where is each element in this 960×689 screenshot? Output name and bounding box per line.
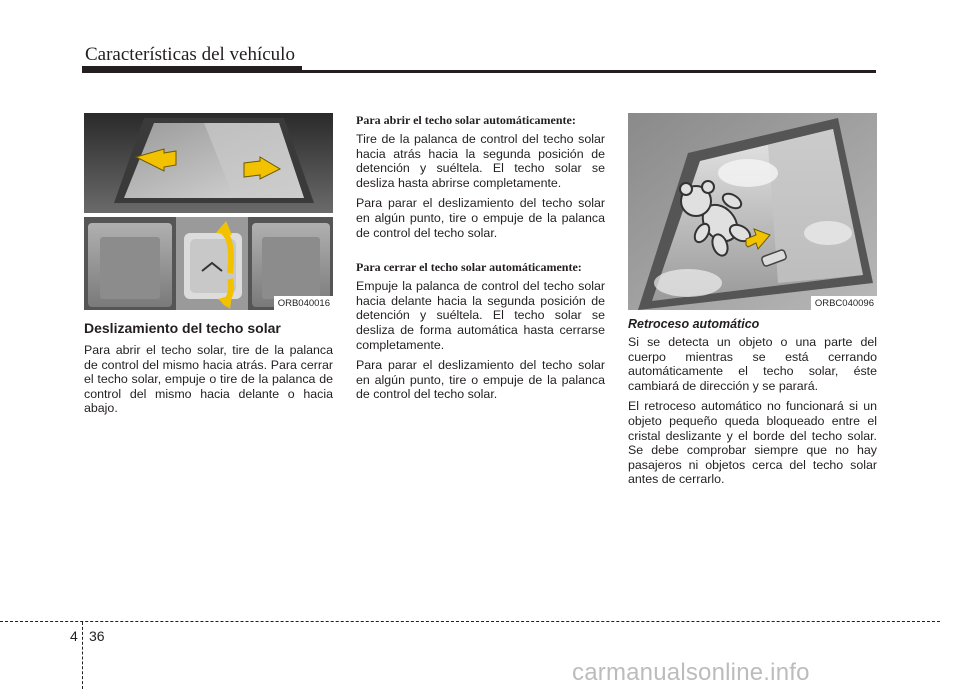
- watermark-text: carmanualsonline.info: [572, 659, 810, 686]
- paragraph: Empuje la palanca de control del techo solar hacia delante hacia la segunda posición de detención y suéltela. El techo solar se desliza de forma automática hasta cerrarse completamente.: [356, 279, 605, 352]
- column-right: [628, 113, 877, 493]
- paragraph: Para abrir el techo solar, tire de la palanca de control del mismo hacia atrás. Para cerrar el techo solar, empuje o tire de la palanca de control del mismo hacia delante o hacia abajo.: [84, 343, 333, 416]
- paragraph: Para parar el deslizamiento del techo solar en algún punto, tire o empuje de la palanca de control del techo solar.: [356, 358, 605, 402]
- paragraph: Tire de la palanca de control del techo solar hacia atrás hacia la segunda posición de detención y suéltela. El techo solar se desliza hasta abrirse completamente.: [356, 132, 605, 190]
- figure-code: ORBC040096: [811, 296, 877, 310]
- subheading-open-auto: Para abrir el techo solar automáticamente:: [356, 113, 576, 127]
- chapter-number: 4: [70, 628, 78, 644]
- auto-reverse-illustration: [628, 113, 877, 310]
- sunroof-illustration: [84, 113, 333, 310]
- footer-vertical-divider: [82, 622, 83, 689]
- paragraph: Si se detecta un objeto o una parte del cuerpo mientras se está cerrando automáticamente el techo solar, éste cambiará de dirección y se parará.: [628, 335, 877, 393]
- footer-divider: [0, 621, 940, 622]
- page-number: 36: [89, 628, 105, 644]
- sunroof-control-figure: [84, 113, 333, 310]
- paragraph: El retroceso automático no funcionará si un objeto pequeño queda bloqueado entre el cristal deslizante y el borde del techo solar. Se debe comprobar siempre que no hay pasajeros ni objetos cerca del techo solar antes de cerrarlo.: [628, 399, 877, 487]
- section-heading: Retroceso automático: [628, 317, 760, 331]
- paragraph: Para parar el deslizamiento del techo solar en algún punto, tire o empuje de la palanca de control del techo solar.: [356, 196, 605, 240]
- column-left: [84, 113, 333, 422]
- auto-reverse-figure: [628, 113, 877, 310]
- header-rule: [82, 70, 876, 73]
- column-middle: [356, 113, 605, 408]
- section-heading: Deslizamiento del techo solar: [84, 320, 281, 336]
- page-header-title: Características del vehículo: [85, 44, 295, 65]
- subheading-close-auto: Para cerrar el techo solar automáticamente:: [356, 260, 582, 275]
- figure-code: ORB040016: [274, 296, 333, 310]
